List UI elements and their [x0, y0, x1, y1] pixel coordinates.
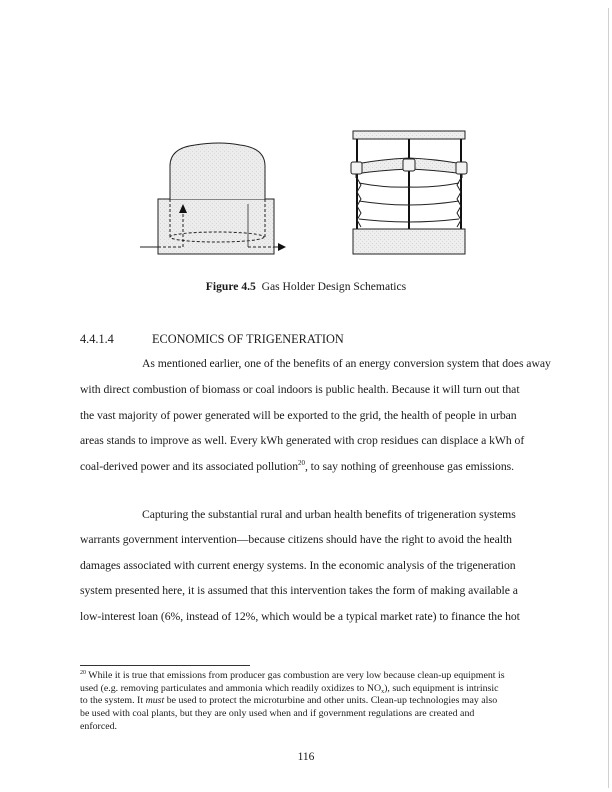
footnote-ref[interactable]: 20: [298, 459, 305, 467]
text-line: with direct combustion of biomass or coal indoors is public health. Because it will turn out that: [80, 383, 520, 396]
text-segment: ), such equipment is intrinsic: [384, 683, 499, 694]
text-line: low-interest loan (6%, instead of 12%, which would be a typical market rate) to finance the hot: [80, 610, 520, 623]
footnote-line: [80, 695, 497, 706]
footnote-line: be used with coal plants, but they are only used when and if government regulations are created and: [80, 708, 475, 719]
section-number: 4.4.1.4: [80, 332, 114, 346]
footnote-line: enforced.: [80, 721, 118, 732]
subscript: x: [381, 689, 385, 695]
text-segment: , to say nothing of greenhouse gas emissions.: [304, 460, 515, 473]
page-number: 116: [297, 751, 315, 763]
text-segment: used (e.g. removing particulates and ammonia which readily oxidizes to NO: [80, 683, 382, 694]
floating-drum-diagram: [135, 138, 305, 258]
section-title: ECONOMICS OF TRIGENERATION: [152, 332, 344, 346]
emphasis: must: [145, 695, 165, 706]
text-segment: While it is true that emissions from producer gas combustion are very low because clean-up equipment is: [88, 670, 505, 681]
figure-caption-text: Gas Holder Design Schematics: [261, 280, 407, 293]
text-line: Capturing the substantial rural and urban health benefits of trigeneration systems: [142, 508, 516, 521]
figure-caption: [0, 280, 612, 293]
text-segment: to the system. It: [80, 695, 146, 706]
text-line: warrants government intervention—because citizens should have the right to avoid the health: [80, 533, 512, 546]
text-line: damages associated with current energy systems. In the economic analysis of the trigeneration: [80, 559, 516, 572]
footnote-line: [80, 670, 505, 681]
text-line: As mentioned earlier, one of the benefits of an energy conversion system that does away: [142, 357, 551, 370]
telescopic-holder-diagram: [335, 125, 475, 265]
footnote-line: [80, 683, 498, 694]
text-segment: be used to protect the microturbine and other units. Clean-up technologies may also: [164, 695, 498, 706]
footnote-number: 20: [80, 670, 86, 676]
footnote-separator: [80, 665, 250, 666]
text-line: the vast majority of power generated will be exported to the grid, the health of people in urban: [80, 409, 517, 422]
text-line: system presented here, it is assumed that this intervention takes the form of making available a: [80, 584, 518, 597]
text-line: [80, 460, 514, 473]
text-line: areas stands to improve as well. Every kWh generated with crop residues can displace a kWh of: [80, 434, 525, 447]
figure-label: Figure 4.5: [205, 280, 256, 293]
text-segment: coal-derived power and its associated pollution: [80, 460, 299, 473]
figure-gas-holder: [0, 0, 612, 270]
